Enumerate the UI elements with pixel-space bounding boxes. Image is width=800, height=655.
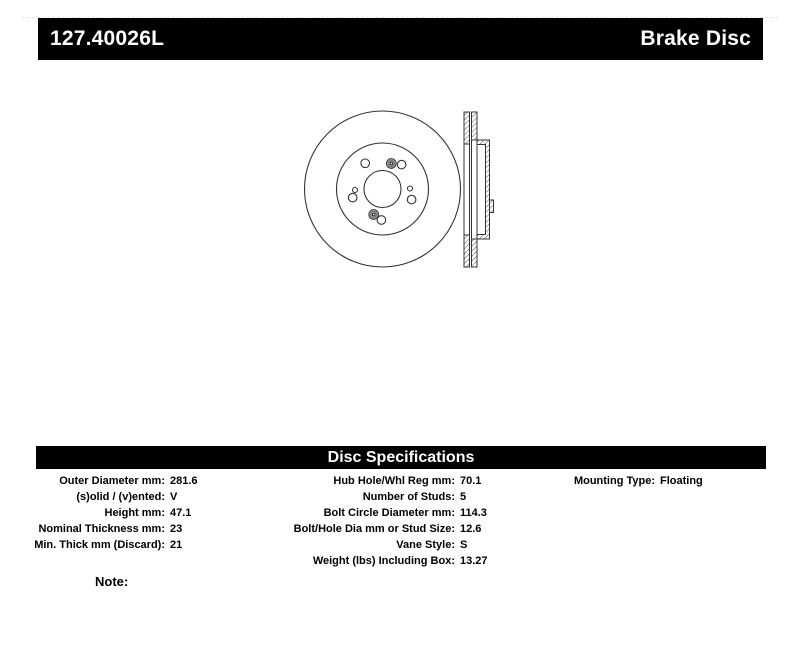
- disc-specifications-title: Disc Specifications: [327, 449, 475, 466]
- spec-label: Nominal Thickness mm:: [38, 523, 165, 535]
- alignment-hole: [353, 188, 358, 193]
- outboard-plate-hatch-bottom: [464, 235, 470, 267]
- spec-label: Min. Thick mm (Discard):: [34, 539, 165, 551]
- stud-hole: [361, 159, 370, 168]
- spec-column-left: [20, 473, 198, 553]
- spec-label: Vane Style:: [396, 539, 455, 551]
- set-screw-hole: [387, 159, 397, 169]
- spec-row-mounting-type: [540, 473, 703, 489]
- set-screw-hole: [369, 210, 379, 220]
- spec-row-hub-hole: [280, 473, 488, 489]
- spec-value: 281.6: [170, 475, 198, 487]
- spec-value: 70.1: [460, 475, 482, 487]
- spec-label: Hub Hole/Whl Reg mm:: [333, 475, 455, 487]
- spec-label: Number of Studs:: [362, 491, 455, 503]
- stud-hole: [407, 195, 416, 204]
- spec-row-min-thickness: [20, 537, 198, 553]
- spec-value: S: [460, 539, 468, 551]
- spec-column-right: [540, 473, 703, 489]
- outer-diameter-circle: [305, 111, 461, 267]
- hat-face-circle: [337, 143, 429, 235]
- inboard-plate-hatch-top: [472, 112, 478, 140]
- spec-value: V: [170, 491, 178, 503]
- spec-row-number-of-studs: [280, 489, 488, 505]
- inboard-plate-hatch-bottom: [472, 239, 478, 267]
- spec-value: 114.3: [460, 507, 487, 519]
- brake-disc-technical-drawing: [285, 95, 510, 280]
- brake-disc-front-view: [305, 111, 461, 267]
- spec-row-height: [20, 505, 198, 521]
- title-bar: [38, 18, 763, 60]
- spec-label: Bolt/Hole Dia mm or Stud Size:: [293, 523, 455, 535]
- spec-label: Mounting Type:: [573, 475, 655, 487]
- product-type-title: Brake Disc: [640, 27, 751, 50]
- spec-value: Floating: [660, 475, 703, 487]
- note-label: Note:: [95, 574, 129, 589]
- brake-disc-side-cross-section: [464, 112, 494, 267]
- outboard-plate-hatch-top: [464, 112, 470, 144]
- disc-specifications-header: [36, 446, 766, 469]
- stud-boss: [490, 200, 494, 213]
- spec-label: Outer Diameter mm:: [59, 475, 165, 487]
- hat-section: [477, 140, 490, 239]
- spec-row-weight: [280, 553, 488, 569]
- spec-value: 21: [170, 539, 183, 551]
- center-bore-circle: [364, 171, 401, 208]
- spec-row-bolt-circle-diameter: [280, 505, 488, 521]
- spec-row-vane-style: [280, 537, 488, 553]
- spec-row-outer-diameter: [20, 473, 198, 489]
- spec-column-middle: [280, 473, 488, 569]
- stud-hole: [348, 193, 357, 202]
- spec-value: 12.6: [460, 523, 482, 535]
- alignment-hole: [408, 186, 413, 191]
- spec-value: 5: [460, 491, 467, 503]
- spec-label: Weight (lbs) Including Box:: [312, 555, 455, 567]
- spec-value: 23: [170, 523, 183, 535]
- spec-row-solid-vented: [20, 489, 198, 505]
- spec-value: 13.27: [460, 555, 488, 567]
- spec-row-bolt-hole-dia: [280, 521, 488, 537]
- spec-row-nominal-thickness: [20, 521, 198, 537]
- stud-hole: [397, 160, 406, 169]
- spec-label: (s)olid / (v)ented:: [76, 491, 165, 503]
- spec-label: Bolt Circle Diameter mm:: [323, 507, 455, 519]
- spec-value: 47.1: [170, 507, 192, 519]
- part-number: 127.40026L: [50, 27, 165, 50]
- spec-label: Height mm:: [104, 507, 165, 519]
